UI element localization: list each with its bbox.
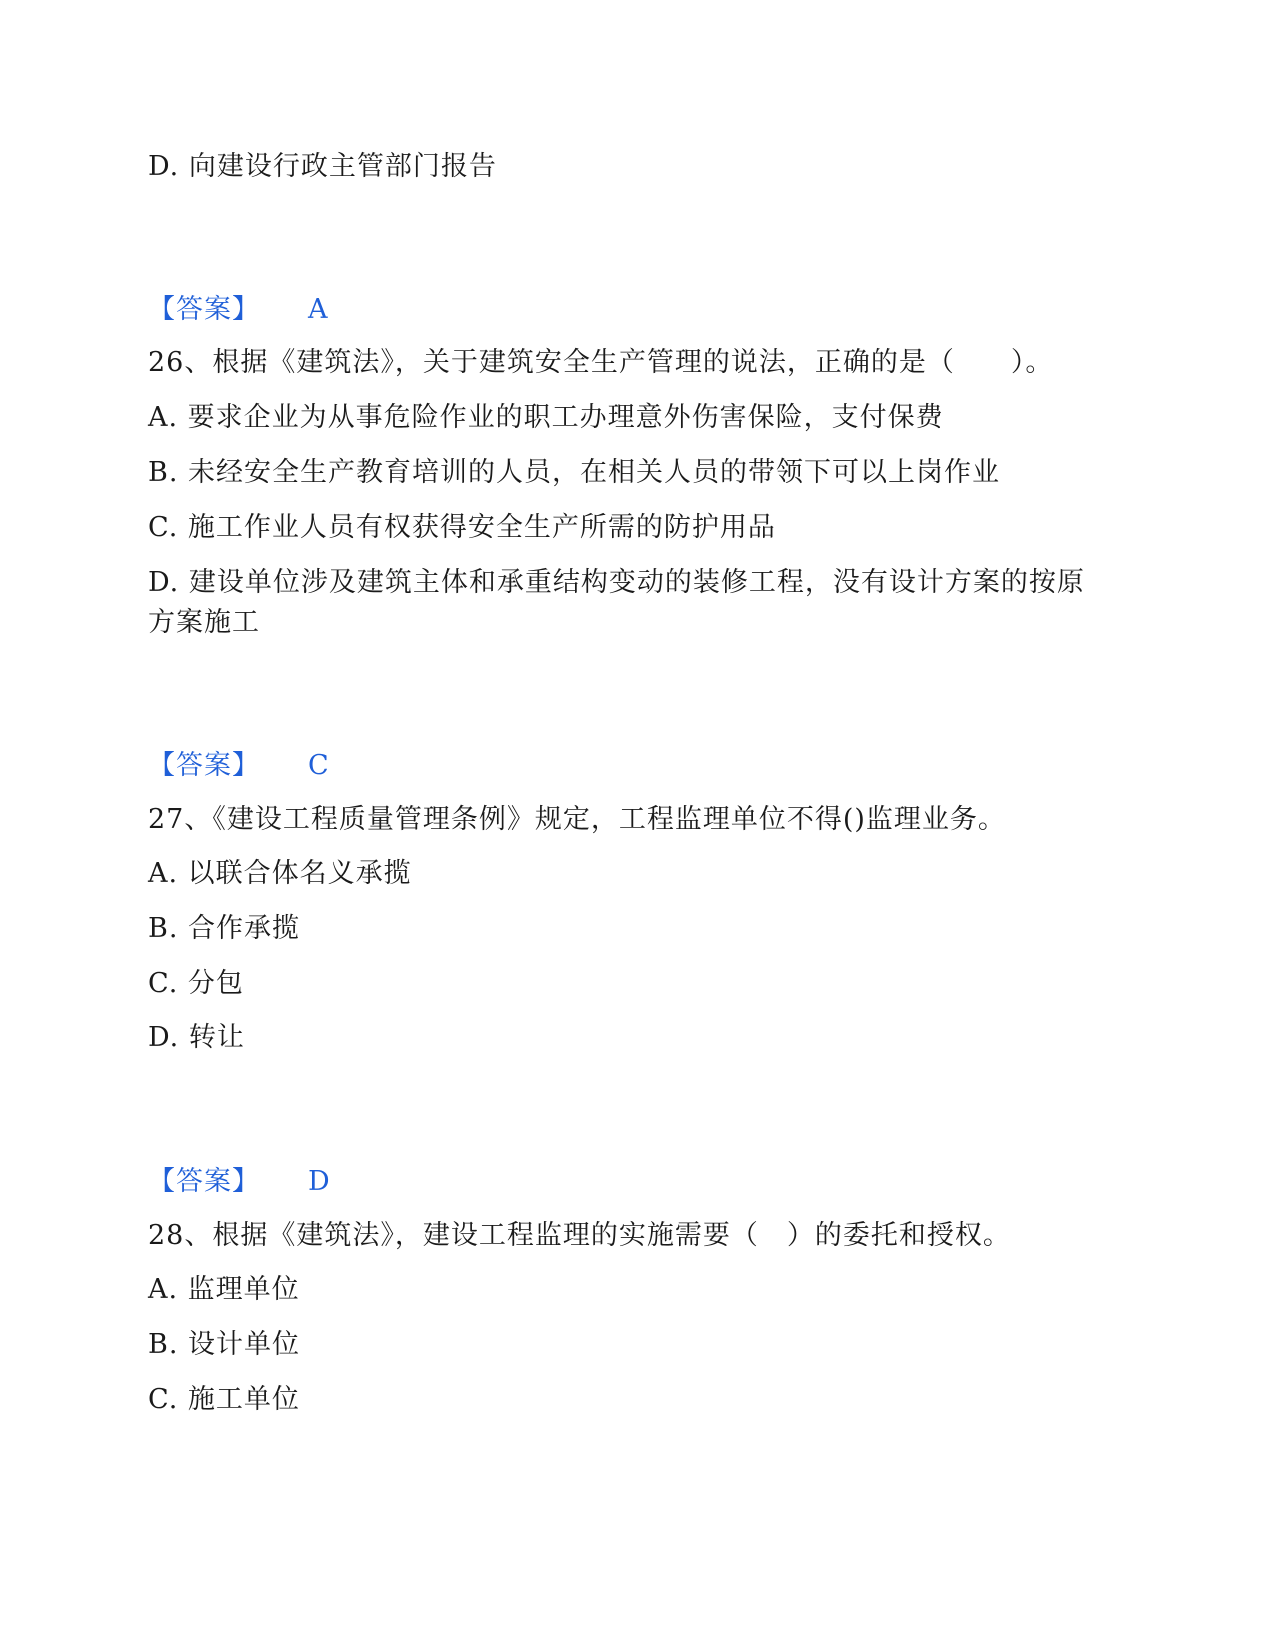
answer-label: 【答案】 — [148, 1166, 260, 1197]
q28-question: 28、根据《建筑法》，建设工程监理的实施需要（ ）的委托和授权。 — [148, 1220, 1011, 1251]
q27-option-c: C. 分包 — [148, 968, 244, 999]
answer-label: 【答案】 — [148, 294, 260, 325]
q28-option-c: C. 施工单位 — [148, 1384, 300, 1415]
q28-option-b: B. 设计单位 — [148, 1329, 301, 1360]
q26-option-c: C. 施工作业人员有权获得安全生产所需的防护用品 — [148, 512, 776, 543]
q26-option-a: A. 要求企业为从事危险作业的职工办理意外伤害保险，支付保费 — [148, 402, 944, 433]
answer-value: D — [308, 1166, 331, 1197]
q27-option-a: A. 以联合体名义承揽 — [148, 858, 412, 889]
q25-option-d: D. 向建设行政主管部门报告 — [148, 151, 497, 182]
answer-value: A — [308, 294, 329, 325]
q25-answer — [148, 290, 329, 330]
q26-option-b: B. 未经安全生产教育培训的人员，在相关人员的带领下可以上岗作业 — [148, 457, 1001, 488]
q26-answer — [148, 746, 330, 786]
answer-label: 【答案】 — [148, 750, 260, 781]
q27-answer — [148, 1162, 331, 1202]
q27-question: 27、《建设工程质量管理条例》规定，工程监理单位不得()监理业务。 — [148, 804, 1006, 835]
answer-value: C — [308, 750, 330, 781]
q26-option-d-line1: D. 建设单位涉及建筑主体和承重结构变动的装修工程，没有设计方案的按原 — [148, 567, 1085, 598]
q27-option-b: B. 合作承揽 — [148, 913, 301, 944]
q28-option-a: A. 监理单位 — [148, 1274, 300, 1305]
q26-question: 26、根据《建筑法》，关于建筑安全生产管理的说法，正确的是（ ）。 — [148, 347, 1054, 378]
q27-option-d: D. 转让 — [148, 1022, 245, 1053]
q26-option-d-line2: 方案施工 — [148, 607, 260, 638]
